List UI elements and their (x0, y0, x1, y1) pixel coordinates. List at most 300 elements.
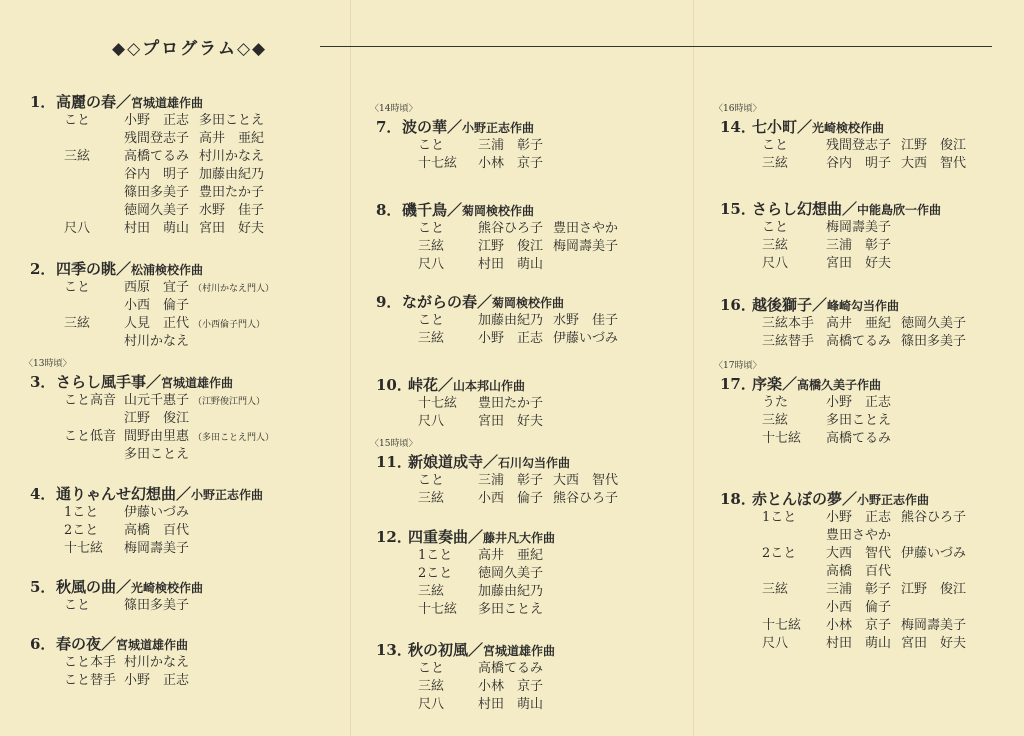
title-separator: ／ (116, 260, 132, 278)
performer-row (30, 148, 265, 166)
program-piece (720, 295, 967, 351)
performer-role: 三絃本手 (762, 316, 815, 331)
performer-name: 谷内 明子 (826, 156, 892, 171)
performer-name: 小西 倫子 (826, 600, 892, 615)
performer-names (478, 490, 618, 508)
title-separator: ／ (812, 296, 828, 314)
performer-row (720, 599, 929, 617)
performer-row (376, 678, 555, 696)
performer-names (826, 545, 966, 563)
performer-role: 十七絃 (762, 431, 802, 446)
performer-row (720, 155, 967, 173)
performer-names (826, 617, 966, 635)
piece-composer: 高橋久美子作曲 (797, 378, 882, 392)
piece-title (30, 92, 203, 112)
performer-name: 高橋てるみ (826, 431, 892, 446)
performer-row (376, 472, 619, 490)
performer-names (478, 330, 618, 348)
piece-number: 12． (376, 528, 412, 546)
performer-row (376, 238, 619, 256)
performer-names (124, 148, 264, 166)
performer-name: 豊田さやか (826, 528, 892, 543)
piece-title (720, 117, 884, 137)
performer-names (826, 563, 891, 581)
performer-names (478, 413, 543, 431)
performer-name: 加藤由紀乃 (478, 584, 544, 599)
performer-name: 伊藤いづみ (901, 546, 967, 561)
performer-row (376, 395, 544, 413)
performer-row (720, 527, 929, 545)
piece-composer: 峰崎勾当作曲 (827, 299, 900, 313)
performer-row (30, 522, 263, 540)
performer-name: 宮田 好夫 (478, 414, 544, 429)
header-rule (320, 46, 992, 47)
performer-names (826, 527, 891, 545)
piece-composer: 小野正志作曲 (857, 493, 930, 507)
performer-row (720, 255, 941, 273)
performer-name: 高橋てるみ (826, 334, 892, 349)
performer-row (30, 392, 266, 410)
title-separator: ／ (842, 200, 858, 218)
piece-title (720, 295, 899, 315)
performer-role: 1こと (762, 510, 797, 525)
performer-name: 谷内 明子 (124, 167, 190, 182)
performer-row (30, 672, 188, 690)
time-marker: 〈17時頃〉 (714, 361, 762, 371)
performer-names (124, 392, 265, 411)
piece-number: 14． (720, 118, 756, 136)
piece-title (30, 259, 203, 279)
performer-row (376, 256, 544, 274)
piece-name: 波の華 (402, 118, 448, 136)
piece-name: 四季の眺 (56, 260, 117, 278)
piece-number: 15． (720, 200, 756, 218)
performer-row (30, 297, 203, 315)
performer-role: うた (762, 395, 789, 410)
performer-role: 三絃 (418, 679, 445, 694)
performer-role: こと (64, 280, 91, 295)
piece-title (30, 484, 263, 504)
performer-role: こと (418, 313, 445, 328)
performer-names (826, 333, 966, 351)
performer-role: こと (762, 220, 789, 235)
program-piece (376, 292, 619, 348)
performer-role: 三絃 (762, 156, 789, 171)
performer-name: 三浦 彰子 (826, 238, 892, 253)
performer-role: 三絃 (762, 238, 789, 253)
performer-names (478, 583, 543, 601)
performer-name: 小野 正志 (826, 395, 892, 410)
performer-role: こと本手 (64, 655, 117, 670)
piece-composer: 中能島欣一作曲 (857, 203, 942, 217)
performer-name: 熊谷ひろ子 (478, 221, 544, 236)
performer-row (376, 696, 555, 714)
performer-name: 村田 萌山 (826, 636, 892, 651)
performer-names (124, 410, 189, 428)
time-marker: 〈13時頃〉 (24, 359, 72, 369)
performer-names (826, 137, 966, 155)
piece-name: 越後獅子 (752, 296, 813, 314)
performer-row (376, 312, 619, 330)
performer-row (720, 563, 929, 581)
performer-role: 三絃 (64, 149, 91, 164)
title-separator: ／ (447, 201, 463, 219)
performer-name: 篠田多美子 (124, 185, 190, 200)
performer-names (478, 238, 618, 256)
performer-names (478, 256, 543, 274)
title-separator: ／ (116, 93, 132, 111)
piece-title (30, 634, 188, 654)
piece-number: 2． (30, 260, 56, 278)
performer-row (376, 660, 555, 678)
program-piece (30, 577, 203, 615)
performer-name: 豊田さやか (553, 221, 619, 236)
performer-name: 宮田 好夫 (826, 256, 892, 271)
performer-names (124, 297, 189, 315)
performer-row (376, 413, 544, 431)
performer-names (124, 428, 274, 447)
piece-composer: 小野正志作曲 (462, 121, 535, 135)
performer-note: （江野俊江門人） (193, 397, 266, 407)
performer-role: 尺八 (418, 697, 445, 712)
performer-names (124, 112, 264, 130)
performer-names (826, 509, 966, 527)
performer-names (478, 220, 618, 238)
performer-name: 高橋てるみ (478, 661, 544, 676)
performer-name: 残間登志子 (124, 131, 190, 146)
performer-name: 小野 正志 (124, 673, 190, 688)
performer-names (826, 635, 966, 653)
piece-title (720, 374, 881, 394)
performer-row (30, 540, 263, 558)
program-piece (376, 117, 544, 173)
piece-number: 5． (30, 578, 56, 596)
piece-name: 七小町 (752, 118, 798, 136)
performer-role: 尺八 (418, 257, 445, 272)
performer-name: 高橋 百代 (826, 564, 892, 579)
performer-names (478, 678, 543, 696)
program-header (112, 34, 992, 58)
title-separator: ／ (483, 453, 499, 471)
performer-name: 小野 正志 (826, 510, 892, 525)
performer-name: 三浦 彰子 (478, 138, 544, 153)
performer-row (376, 490, 619, 508)
performer-row (30, 130, 265, 148)
performer-name: 江野 俊江 (901, 582, 967, 597)
performer-names (478, 565, 543, 583)
performer-names (826, 315, 966, 333)
performer-names (826, 430, 891, 448)
program-title: ◆◇プログラム◇◆ (112, 39, 268, 59)
performer-name: 江野 俊江 (124, 411, 190, 426)
title-separator: ／ (468, 528, 484, 546)
performer-name: 村川かなえ (124, 655, 190, 670)
performer-role: こと高音 (64, 393, 117, 408)
performer-name: 宮田 好夫 (199, 221, 265, 236)
piece-title (30, 577, 203, 597)
performer-row (30, 166, 265, 184)
performer-name: 多田ことえ (826, 413, 892, 428)
performer-names (124, 130, 264, 148)
performer-role: こと低音 (64, 429, 117, 444)
program-piece (720, 374, 892, 448)
performer-names (826, 219, 891, 237)
performer-names (478, 660, 543, 678)
performer-name: 篠田多美子 (901, 334, 967, 349)
piece-number: 1． (30, 93, 56, 111)
piece-number: 13． (376, 641, 412, 659)
piece-name: 四重奏曲 (408, 528, 469, 546)
performer-name: 三浦 彰子 (478, 473, 544, 488)
piece-name: 秋の初風 (408, 641, 469, 659)
performer-name: 高橋 百代 (124, 523, 190, 538)
performer-name: 徳岡久美子 (901, 316, 967, 331)
performer-row (720, 394, 892, 412)
performer-name: 小林 京子 (478, 679, 544, 694)
fold-line-right (693, 0, 694, 736)
piece-name: 序楽 (752, 375, 783, 393)
piece-number: 17． (720, 375, 756, 393)
performer-name: 水野 佳子 (553, 313, 619, 328)
piece-composer: 宮城道雄作曲 (483, 644, 556, 658)
performer-role: こと (418, 138, 445, 153)
performer-row (720, 412, 892, 430)
performer-role: 三絃 (418, 239, 445, 254)
performer-name: 宮田 好夫 (901, 636, 967, 651)
performer-row (376, 583, 555, 601)
piece-number: 9． (376, 293, 402, 311)
piece-composer: 宮城道雄作曲 (161, 376, 234, 390)
performer-name: 小野 正志 (124, 113, 190, 128)
performer-row (30, 428, 275, 446)
piece-number: 8． (376, 201, 402, 219)
performer-names (478, 696, 543, 714)
piece-title (720, 489, 929, 509)
performer-name: 篠田多美子 (124, 598, 190, 613)
title-separator: ／ (438, 376, 454, 394)
piece-name: 峠花 (408, 376, 439, 394)
performer-name: 小西 倫子 (478, 491, 544, 506)
performer-names (478, 547, 543, 565)
piece-name: 春の夜 (56, 635, 102, 653)
performer-row (30, 202, 265, 220)
performer-row (720, 635, 967, 653)
performer-role: 十七絃 (418, 602, 458, 617)
performer-names (124, 279, 274, 298)
performer-role: 2こと (762, 546, 797, 561)
performer-role: 三絃 (762, 413, 789, 428)
performer-role: 三絃 (418, 331, 445, 346)
performer-role: 十七絃 (762, 618, 802, 633)
performer-role: 三絃替手 (762, 334, 815, 349)
program-piece (376, 640, 555, 714)
piece-name: 赤とんぼの夢 (752, 490, 843, 508)
performer-role: 尺八 (64, 221, 91, 236)
performer-names (124, 672, 189, 690)
performer-row (30, 333, 203, 351)
performer-name: 大西 智代 (901, 156, 967, 171)
performer-role: 十七絃 (418, 156, 458, 171)
piece-title (376, 292, 564, 312)
performer-names (124, 220, 264, 238)
performer-names (124, 522, 189, 540)
piece-composer: 菊岡検校作曲 (492, 296, 565, 310)
performer-row (720, 617, 967, 635)
performer-names (124, 315, 265, 334)
performer-row (376, 220, 619, 238)
performer-name: 間野由里惠 (124, 429, 190, 444)
piece-composer: 小野正志作曲 (191, 488, 264, 502)
piece-title (376, 117, 534, 137)
performer-role: 十七絃 (64, 541, 104, 556)
performer-names (124, 184, 264, 202)
performer-name: 伊藤いづみ (124, 505, 190, 520)
performer-names (124, 504, 189, 522)
performer-names (478, 472, 618, 490)
piece-number: 16． (720, 296, 756, 314)
program-piece (30, 92, 265, 238)
performer-names (124, 597, 189, 615)
piece-number: 11． (376, 453, 412, 471)
performer-row (720, 137, 967, 155)
performer-name: 梅岡壽美子 (901, 618, 967, 633)
piece-title (30, 372, 233, 392)
performer-name: 豊田たか子 (199, 185, 265, 200)
performer-name: 村川かなえ (124, 334, 190, 349)
performer-row (30, 597, 203, 615)
title-separator: ／ (842, 490, 858, 508)
performer-names (826, 394, 891, 412)
title-separator: ／ (116, 578, 132, 596)
program-piece (30, 259, 275, 351)
performer-name: 村川かなえ (199, 149, 265, 164)
performer-names (478, 395, 543, 413)
performer-role: 尺八 (762, 256, 789, 271)
performer-name: 梅岡壽美子 (826, 220, 892, 235)
title-separator: ／ (468, 641, 484, 659)
performer-name: 山元千惠子 (124, 393, 190, 408)
performer-names (826, 599, 891, 617)
piece-composer: 光崎検校作曲 (131, 581, 204, 595)
performer-row (376, 330, 619, 348)
performer-row (30, 112, 265, 130)
performer-name: 多田ことえ (478, 602, 544, 617)
performer-name: 村田 萌山 (478, 697, 544, 712)
performer-role: こと (418, 221, 445, 236)
piece-title (376, 640, 555, 660)
piece-number: 10． (376, 376, 412, 394)
time-marker: 〈15時頃〉 (370, 439, 418, 449)
title-separator: ／ (146, 373, 162, 391)
title-separator: ／ (447, 118, 463, 136)
performer-row (720, 430, 892, 448)
performer-name: 高井 亜紀 (478, 548, 544, 563)
performer-names (124, 333, 189, 351)
performer-name: 小林 京子 (826, 618, 892, 633)
performer-row (720, 509, 967, 527)
performer-names (826, 237, 891, 255)
program-piece (720, 199, 941, 273)
title-separator: ／ (176, 485, 192, 503)
performer-names (478, 601, 543, 619)
performer-row (30, 410, 233, 428)
performer-names (124, 654, 189, 672)
performer-row (376, 565, 555, 583)
performer-role: 三絃 (762, 582, 789, 597)
performer-name: 徳岡久美子 (478, 566, 544, 581)
performer-row (30, 654, 188, 672)
performer-name: 高橋てるみ (124, 149, 190, 164)
performer-name: 梅岡壽美子 (124, 541, 190, 556)
piece-composer: 宮城道雄作曲 (131, 96, 204, 110)
performer-role: こと (64, 113, 91, 128)
performer-role: 三絃 (418, 584, 445, 599)
performer-role: 尺八 (762, 636, 789, 651)
performer-names (826, 581, 966, 599)
performer-name: 熊谷ひろ子 (553, 491, 619, 506)
piece-number: 7． (376, 118, 402, 136)
performer-name: 村田 萌山 (478, 257, 544, 272)
performer-names (826, 155, 966, 173)
performer-name: 多田ことえ (124, 447, 190, 462)
performer-role: 2こと (64, 523, 99, 538)
title-separator: ／ (782, 375, 798, 393)
performer-names (478, 137, 543, 155)
performer-names (124, 446, 189, 464)
performer-names (478, 155, 543, 173)
performer-name: 小林 京子 (478, 156, 544, 171)
title-separator: ／ (477, 293, 493, 311)
piece-name: 秋風の曲 (56, 578, 117, 596)
performer-names (826, 255, 891, 273)
performer-name: 小西 倫子 (124, 298, 190, 313)
performer-name: 加藤由紀乃 (199, 167, 265, 182)
performer-name: 小野 正志 (478, 331, 544, 346)
performer-row (376, 137, 544, 155)
piece-title (376, 375, 525, 395)
performer-names (124, 166, 264, 184)
title-separator: ／ (101, 635, 117, 653)
performer-role: 三絃 (418, 491, 445, 506)
performer-note: （村川かなえ門人） (193, 284, 275, 294)
performer-row (720, 581, 967, 599)
performer-row (30, 220, 265, 238)
piece-number: 6． (30, 635, 56, 653)
program-piece (376, 200, 619, 274)
performer-name: 高井 亜紀 (199, 131, 265, 146)
performer-role: 十七絃 (418, 396, 458, 411)
performer-name: 人見 正代 (124, 316, 190, 331)
performer-name: 残間登志子 (826, 138, 892, 153)
piece-title (376, 527, 555, 547)
performer-row (720, 315, 967, 333)
piece-number: 3． (30, 373, 56, 391)
program-piece (720, 489, 967, 653)
performer-note: （多田ことえ門人） (193, 433, 275, 443)
performer-row (376, 547, 555, 565)
title-separator: ／ (797, 118, 813, 136)
performer-row (720, 545, 967, 563)
piece-name: 新娘道成寺 (408, 453, 484, 471)
program-piece (720, 117, 967, 173)
piece-name: 通りゃんせ幻想曲 (56, 485, 177, 503)
performer-name: 多田ことえ (199, 113, 265, 128)
piece-title (376, 200, 534, 220)
performer-name: 豊田たか子 (478, 396, 544, 411)
piece-title (376, 452, 570, 472)
piece-name: さらし幻想曲 (752, 200, 843, 218)
performer-role: 尺八 (418, 414, 445, 429)
